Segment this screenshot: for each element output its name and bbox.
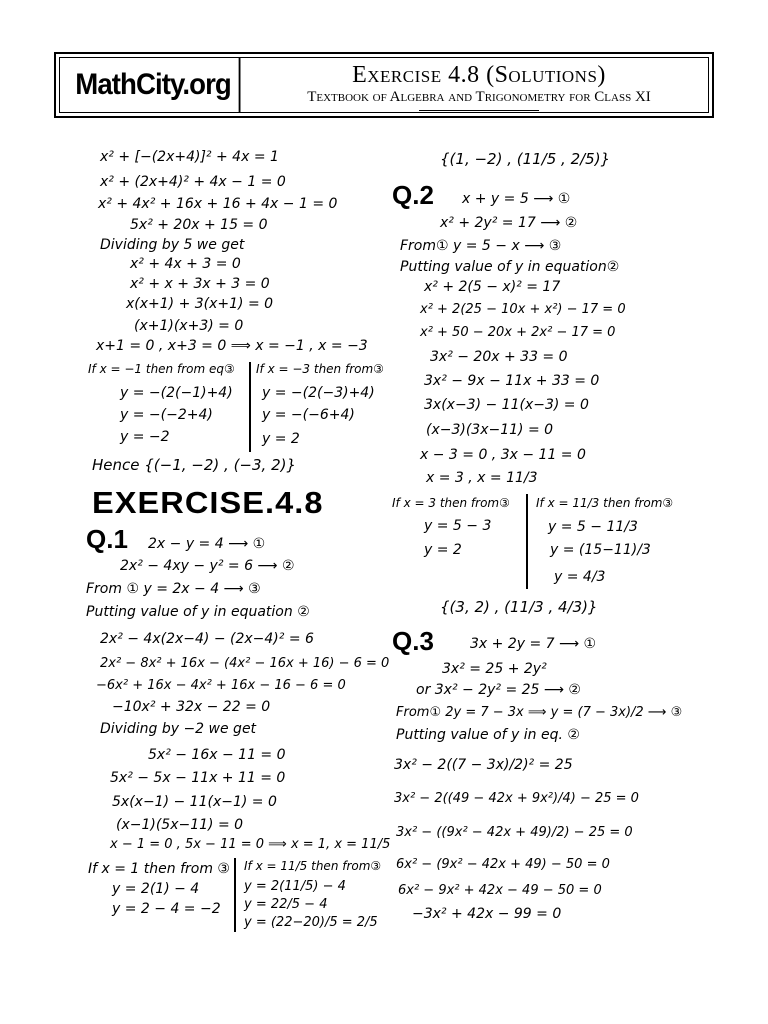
equation-line: 3x(x−3) − 11(x−3) = 0 (424, 397, 589, 413)
equation-line: 3x² − 20x + 33 = 0 (430, 349, 568, 365)
equation-line: Putting value of y in eq. ② (396, 727, 580, 743)
case-line: y = 22/5 − 4 (244, 897, 328, 912)
case-divider (234, 858, 236, 932)
equation-line: 2x² − 4x(2x−4) − (2x−4)² = 6 (100, 631, 314, 647)
case-line: y = (22−20)/5 = 2/5 (244, 915, 378, 930)
case-line: y = 2(1) − 4 (112, 881, 200, 897)
equation-line: x² + 2(25 − 10x + x²) − 17 = 0 (420, 302, 626, 317)
case-line: y = 2(11/5) − 4 (244, 879, 346, 894)
equation-line: 5x² − 16x − 11 = 0 (148, 747, 286, 763)
case-line: y = −(2(−3)+4) (262, 385, 375, 401)
question-label: Q.2 (392, 180, 434, 210)
solution-set: {(3, 2) , (11/3 , 4/3)} (440, 598, 598, 616)
case-line: y = 2 (262, 431, 300, 447)
equation-line: x − 3 = 0 , 3x − 11 = 0 (420, 447, 586, 463)
equation-line: Putting value of y in equation ② (86, 604, 310, 620)
equation-line: 3x² − 9x − 11x + 33 = 0 (424, 373, 600, 389)
case-line: y = −2 (120, 429, 170, 445)
case-line: If x = 3 then from③ (392, 496, 510, 510)
equation-line: (x−3)(3x−11) = 0 (426, 422, 554, 438)
equation-line: x² + (2x+4)² + 4x − 1 = 0 (100, 174, 286, 190)
equation-line: 3x² − 2((7 − 3x)/2)² = 25 (394, 757, 573, 773)
equation-line: x² + 2(5 − x)² = 17 (424, 279, 561, 295)
equation-line: 3x² = 25 + 2y² (442, 661, 547, 677)
case-line: y = −(−2+4) (120, 407, 213, 423)
title-box (250, 58, 708, 112)
equation-line: 5x(x−1) − 11(x−1) = 0 (112, 794, 277, 810)
equation-line: x² + 4x² + 16x + 16 + 4x − 1 = 0 (98, 196, 338, 212)
equation-line: x² + 4x + 3 = 0 (130, 256, 241, 272)
case-line: y = 2 − 4 = −2 (112, 901, 221, 917)
equation-line: or 3x² − 2y² = 25 ⟶ ② (416, 682, 581, 698)
case-line: y = 5 − 3 (424, 518, 492, 534)
equation-line: From ① y = 2x − 4 ⟶ ③ (86, 581, 261, 597)
page-header (54, 52, 714, 118)
equation-line: (x+1)(x+3) = 0 (134, 318, 244, 334)
equation-line: x² + x + 3x + 3 = 0 (130, 276, 270, 292)
equation-line: 2x − y = 4 ⟶ ① (148, 536, 266, 552)
page-subtitle: Textbook of Algebra and Trigonometry for Class XI (307, 89, 651, 105)
case-line: y = 2 (424, 542, 462, 558)
case-line: If x = −1 then from eq③ (88, 362, 235, 376)
equation-line: 3x + 2y = 7 ⟶ ① (470, 636, 597, 652)
case-line: If x = 11/3 then from③ (536, 496, 674, 510)
equation-line: (x−1)(5x−11) = 0 (116, 817, 244, 833)
case-line: y = (15−11)/3 (550, 542, 651, 558)
equation-line: From① 2y = 7 − 3x ⟹ y = (7 − 3x)/2 ⟶ ③ (396, 705, 683, 720)
solution-set: {(1, −2) , (11/5 , 2/5)} (440, 150, 611, 168)
case-divider (526, 494, 528, 589)
page-title: Exercise 4.8 (Solutions) (352, 62, 606, 88)
equation-line: x + y = 5 ⟶ ① (462, 191, 571, 207)
equation-line: 6x² − (9x² − 42x + 49) − 50 = 0 (396, 857, 610, 872)
exercise-heading: EXERCISE.4.8 (92, 485, 324, 520)
question-label: Q.3 (392, 626, 434, 656)
equation-line: Dividing by 5 we get (100, 237, 245, 253)
equation-line: x² + 2y² = 17 ⟶ ② (440, 215, 578, 231)
equation-line: 6x² − 9x² + 42x − 49 − 50 = 0 (398, 883, 602, 898)
case-divider (249, 362, 251, 452)
case-line: y = 4/3 (554, 569, 606, 585)
equation-line: −6x² + 16x − 4x² + 16x − 16 − 6 = 0 (96, 678, 346, 693)
solution-set: Hence {(−1, −2) , (−3, 2)} (92, 456, 297, 474)
question-label: Q.1 (86, 524, 128, 554)
title-underline (419, 110, 539, 111)
equation-line: x − 1 = 0 , 5x − 11 = 0 ⟹ x = 1, x = 11/5 (110, 837, 391, 852)
equation-line: x+1 = 0 , x+3 = 0 ⟹ x = −1 , x = −3 (96, 338, 368, 354)
site-logo[interactable]: MathCity.org (68, 58, 241, 112)
equation-line: x² + 50 − 20x + 2x² − 17 = 0 (420, 325, 616, 340)
header-inner-frame (59, 57, 709, 113)
equation-line: From① y = 5 − x ⟶ ③ (400, 238, 562, 254)
case-line: If x = −3 then from③ (256, 362, 384, 376)
equation-line: 3x² − ((9x² − 42x + 49)/2) − 25 = 0 (396, 825, 633, 840)
equation-line: Putting value of y in equation② (400, 259, 620, 275)
equation-line: 2x² − 8x² + 16x − (4x² − 16x + 16) − 6 = 0 (100, 656, 390, 671)
equation-line: x(x+1) + 3(x+1) = 0 (126, 296, 274, 312)
equation-line: 5x² − 5x − 11x + 11 = 0 (110, 770, 286, 786)
equation-line: x = 3 , x = 11/3 (426, 470, 538, 486)
case-line: y = −(−6+4) (262, 407, 355, 423)
case-line: If x = 1 then from ③ (88, 861, 230, 877)
equation-line: −10x² + 32x − 22 = 0 (112, 699, 271, 715)
equation-line: 2x² − 4xy − y² = 6 ⟶ ② (120, 558, 295, 574)
equation-line: −3x² + 42x − 99 = 0 (412, 906, 562, 922)
case-line: y = −(2(−1)+4) (120, 385, 233, 401)
equation-line: Dividing by −2 we get (100, 721, 257, 737)
case-line: y = 5 − 11/3 (548, 519, 638, 535)
equation-line: 5x² + 20x + 15 = 0 (130, 217, 268, 233)
equation-line: 3x² − 2((49 − 42x + 9x²)/4) − 25 = 0 (394, 791, 639, 806)
equation-line: x² + [−(2x+4)]² + 4x = 1 (100, 149, 279, 165)
case-line: If x = 11/5 then from③ (244, 859, 382, 873)
